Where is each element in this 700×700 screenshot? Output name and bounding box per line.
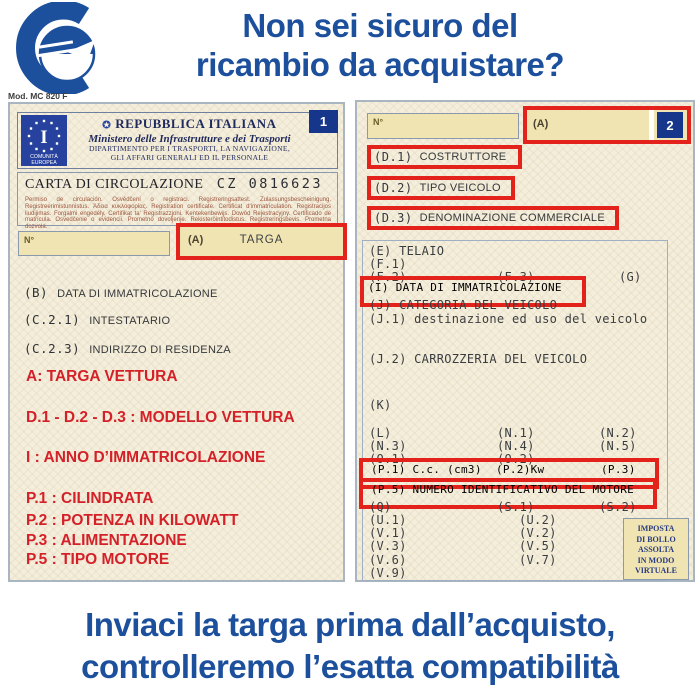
field-label: INTESTATARIO (89, 315, 171, 327)
document-number-field (18, 231, 170, 256)
tipo-veicolo-highlight-box (367, 176, 515, 200)
stamp-line: VIRTUALE (635, 566, 677, 575)
field-code-a: (A) (533, 118, 549, 130)
annotation-anno: I : ANNO D’IMMATRICOLAZIONE (26, 449, 266, 466)
field-cell: (L) (369, 426, 392, 440)
department-line2: GLI AFFARI GENERALI ED IL PERSONALE (110, 152, 269, 162)
field-row-j2 (357, 352, 693, 366)
republic-title (70, 116, 309, 132)
field-cell: (P.2)Kw (496, 463, 545, 476)
eu-emblem-caption2: EUROPEA (31, 160, 57, 166)
field-row-e (357, 244, 693, 258)
field-cell: (N.5) (599, 439, 637, 453)
annotation-potenza: P.2 : POTENZA IN KILOWATT (26, 512, 239, 529)
field-code: (C.2.3) (24, 341, 81, 356)
field-cell: (F.1) (369, 257, 407, 271)
field-row-j1 (357, 312, 693, 326)
form-model-label: Mod. MC 820 F (8, 91, 68, 101)
field-cell: (S.2) (599, 500, 637, 514)
stamp-line: IN MODO (637, 555, 675, 565)
field-code: (C.2.1) (24, 312, 81, 327)
field-code-a: (A) (188, 234, 204, 246)
field-cell: (V.7) (519, 553, 557, 567)
field-label: DENOMINAZIONE COMMERCIALE (419, 212, 605, 224)
department-line1: DIPARTIMENTO PER I TRASPORTI, LA NAVIGAZIONE, (88, 144, 291, 153)
field-cell: (V.2) (519, 526, 557, 540)
targa-field-label: TARGA (239, 234, 284, 246)
registration-document-page1 (8, 102, 345, 582)
cta-text (0, 604, 700, 688)
field-cell: (O.1) (369, 452, 407, 466)
field-cell: (P.1) C.c. (cm3) (371, 463, 482, 476)
field-label: TIPO VEICOLO (419, 182, 501, 194)
field-row-c23 (24, 341, 231, 356)
eu-emblem-letter: I (40, 127, 48, 148)
document-header-box (17, 112, 338, 169)
multilingual-fine-print: Permiso de circulación. Osvědčení o registraci. Registreringsattest. Zulassungsbescheinigung. Registreerimistunnistus. Άδεια κυκλοφορίας. Registration certificate. Certificat d'immatriculation. Registracijos liudijimas. Forgalmi engedély. Certifikat ta' Registrazzjoni. Kentekenbewijs. Dowód Rejestracyjny. Certificado de matrícula. Osvedčenie o evidencii. Prometno dovoljenje. Rekisteröintitodistus. Registreringsbevis. Prometna dozvola. (25, 197, 331, 231)
page-title (70, 6, 690, 84)
page-number-badge-2: 2 (657, 112, 683, 138)
denominazione-highlight-box (367, 206, 619, 230)
imposta-di-bollo-stamp (623, 518, 689, 580)
field-row-j (357, 298, 693, 312)
field-cell: (J.1) destinazione ed uso del veicolo (369, 312, 648, 326)
page-title-line1: Non sei sicuro del (242, 7, 518, 44)
field-cell: (E) TELAIO (369, 244, 445, 258)
eu-emblem-icon (21, 115, 67, 166)
republic-title-text: REPUBBLICA ITALIANA (115, 116, 277, 131)
carta-di-circolazione-box (17, 172, 338, 231)
annotation-alimentazione: P.3 : ALIMENTAZIONE (26, 532, 187, 549)
field-code: (D.2) (374, 181, 413, 195)
cta-line1: Inviaci la targa prima dall’acquisto, (85, 606, 615, 643)
field-cell: (V.9) (369, 566, 407, 580)
field-cell: (F.3) (497, 270, 535, 284)
state-emblem-icon (102, 120, 111, 129)
field-cell: (U.1) (369, 513, 407, 527)
ministry-title: Ministero delle Infrastrutture e dei Trasporti (88, 133, 291, 145)
cta-line2: controlleremo l’esatta compatibilità (81, 648, 619, 685)
field-row-q (357, 500, 693, 514)
costruttore-highlight-box (367, 145, 522, 169)
document-serial-number: CZ 0816623 (216, 176, 323, 192)
document-number-field (367, 113, 519, 139)
field-label: DATA DI IMMATRICOLAZIONE (57, 288, 218, 300)
eu-emblem-caption1: COMUNITÀ (30, 154, 58, 160)
field-divider (649, 110, 654, 140)
field-row-k (357, 398, 693, 412)
field-cell: (J) CATEGORIA DEL VEICOLO (369, 298, 558, 312)
targa-a-highlight-box (523, 106, 691, 144)
field-cell: (N.4) (497, 439, 535, 453)
field-cell: (N.1) (497, 426, 535, 440)
field-cell: (G) (619, 270, 642, 284)
page-title-line2: ricambio da acquistare? (195, 46, 565, 83)
field-cell: (V.1) (369, 526, 407, 540)
field-cell: (J.2) CARROZZERIA DEL VEICOLO (369, 352, 588, 366)
field-row-f1 (357, 257, 693, 271)
n-degree-label: N° (24, 235, 35, 245)
field-cell: (I) DATA DI IMMATRICOLAZIONE (368, 281, 562, 294)
field-cell: (N.3) (369, 439, 407, 453)
field-cell: (V.5) (519, 539, 557, 553)
targa-highlight-box (176, 223, 347, 260)
field-label: INDIRIZZO DI RESIDENZA (89, 344, 231, 356)
annotation-tipo-motore: P.5 : TIPO MOTORE (26, 551, 170, 568)
field-cell: (P.5) NUMERO IDENTIFICATIVO DEL MOTORE (371, 483, 635, 496)
stamp-line: ASSOLTA (637, 545, 675, 554)
field-cell: (S.1) (497, 500, 535, 514)
field-label: COSTRUTTORE (419, 151, 507, 163)
field-cell: (P.3) (601, 463, 636, 476)
page-number-badge-1: 1 (309, 110, 338, 133)
field-cell: (V.6) (369, 553, 407, 567)
stamp-line: DI BOLLO (636, 534, 676, 544)
field-row-l (357, 426, 693, 440)
field-code: (D.1) (374, 150, 413, 164)
field-cell: (U.2) (519, 513, 557, 527)
annotation-modello: D.1 - D.2 - D.3 : MODELLO VETTURA (26, 409, 295, 426)
n-degree-label: N° (373, 117, 384, 127)
annotation-targa: A: TARGA VETTURA (26, 368, 178, 385)
field-row-b (24, 285, 218, 300)
field-cell: (V.3) (369, 539, 407, 553)
field-cell: (Q) (369, 500, 392, 514)
field-cell: (K) (369, 398, 392, 412)
document-title: CARTA DI CIRCOLAZIONE (25, 177, 204, 192)
annotation-cilindrata: P.1 : CILINDRATA (26, 490, 154, 507)
ministry-header (70, 116, 309, 162)
field-code: (B) (24, 285, 49, 300)
field-row-c21 (24, 312, 170, 327)
field-cell: (O.2) (497, 452, 535, 466)
stamp-line: IMPOSTA (637, 524, 675, 533)
registration-document-page2 (355, 100, 695, 582)
field-cell: (N.2) (599, 426, 637, 440)
field-row-n3 (357, 439, 693, 453)
field-code: (D.3) (374, 211, 413, 225)
field-cell: (F.2) (369, 270, 407, 284)
